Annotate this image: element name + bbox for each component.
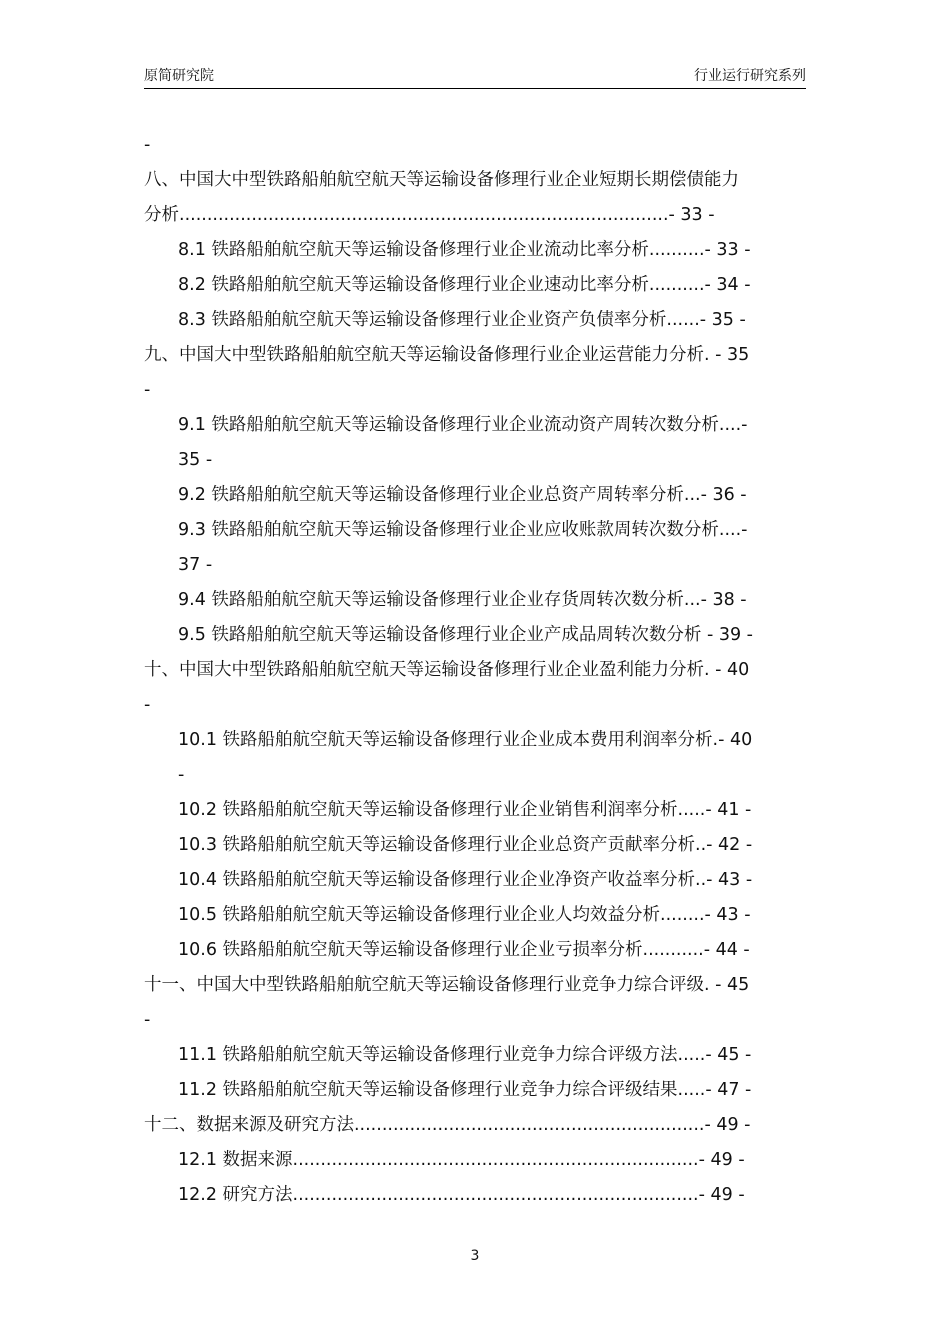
toc-entry[interactable]: 9.1 铁路船舶航空航天等运输设备修理行业企业流动资产周转次数分析....- [178,415,748,435]
toc-entry[interactable]: 8.2 铁路船舶航空航天等运输设备修理行业企业速动比率分析..........- 34 - [178,275,751,295]
toc-entry[interactable]: 12.1 数据来源.........................................................................- 49 - [178,1150,745,1170]
page-header [144,66,806,89]
table-of-contents [144,128,806,1213]
toc-entry[interactable]: 35 - [178,450,213,470]
toc-entry[interactable]: 分析........................................................................................- 33 - [144,205,715,225]
toc-entry[interactable]: 11.1 铁路船舶航空航天等运输设备修理行业竞争力综合评级方法.....- 45 - [178,1045,752,1065]
toc-entry[interactable]: 9.2 铁路船舶航空航天等运输设备修理行业企业总资产周转率分析...- 36 - [178,485,747,505]
toc-entry[interactable]: 10.5 铁路船舶航空航天等运输设备修理行业企业人均效益分析........- 43 - [178,905,751,925]
toc-entry[interactable]: 8.1 铁路船舶航空航天等运输设备修理行业企业流动比率分析..........- 33 - [178,240,751,260]
toc-entry[interactable]: 八、中国大中型铁路船舶航空航天等运输设备修理行业企业短期长期偿债能力 [144,170,739,190]
toc-entry[interactable]: 11.2 铁路船舶航空航天等运输设备修理行业竞争力综合评级结果.....- 47 - [178,1080,752,1100]
toc-entry[interactable]: 8.3 铁路船舶航空航天等运输设备修理行业企业资产负债率分析......- 35 - [178,310,746,330]
toc-entry[interactable]: 十、中国大中型铁路船舶航空航天等运输设备修理行业企业盈利能力分析. - 40 [144,660,750,680]
toc-entry[interactable]: 9.5 铁路船舶航空航天等运输设备修理行业企业产成品周转次数分析 - 39 - [178,625,753,645]
toc-entry[interactable]: 10.3 铁路船舶航空航天等运输设备修理行业企业总资产贡献率分析..- 42 - [178,835,753,855]
page-number: 3 [470,1248,480,1264]
header-series: 行业运行研究系列 [694,68,806,84]
toc-entry[interactable]: - [144,135,151,155]
toc-entry[interactable]: 10.2 铁路船舶航空航天等运输设备修理行业企业销售利润率分析.....- 41 - [178,800,752,820]
toc-entry[interactable]: 十一、中国大中型铁路船舶航空航天等运输设备修理行业竞争力综合评级. - 45 [144,975,750,995]
toc-entry[interactable]: 九、中国大中型铁路船舶航空航天等运输设备修理行业企业运营能力分析. - 35 [144,345,750,365]
toc-entry[interactable]: 9.4 铁路船舶航空航天等运输设备修理行业企业存货周转次数分析...- 38 - [178,590,747,610]
toc-entry[interactable]: 10.4 铁路船舶航空航天等运输设备修理行业企业净资产收益率分析..- 43 - [178,870,753,890]
toc-entry[interactable]: 9.3 铁路船舶航空航天等运输设备修理行业企业应收账款周转次数分析....- [178,520,748,540]
toc-entry[interactable]: 十二、数据来源及研究方法...............................................................- 49 - [144,1115,751,1135]
toc-entry[interactable]: 12.2 研究方法.........................................................................- 49 - [178,1185,745,1205]
toc-entry[interactable]: - [144,380,151,400]
toc-entry[interactable]: 37 - [178,555,213,575]
toc-entry[interactable]: 10.1 铁路船舶航空航天等运输设备修理行业企业成本费用利润率分析.- 40 [178,730,753,750]
toc-entry[interactable]: - [144,1010,151,1030]
header-org: 原简研究院 [144,68,214,84]
toc-entry[interactable]: 10.6 铁路船舶航空航天等运输设备修理行业企业亏损率分析...........- 44 - [178,940,750,960]
toc-entry[interactable]: - [178,765,185,785]
toc-entry[interactable]: - [144,695,151,715]
